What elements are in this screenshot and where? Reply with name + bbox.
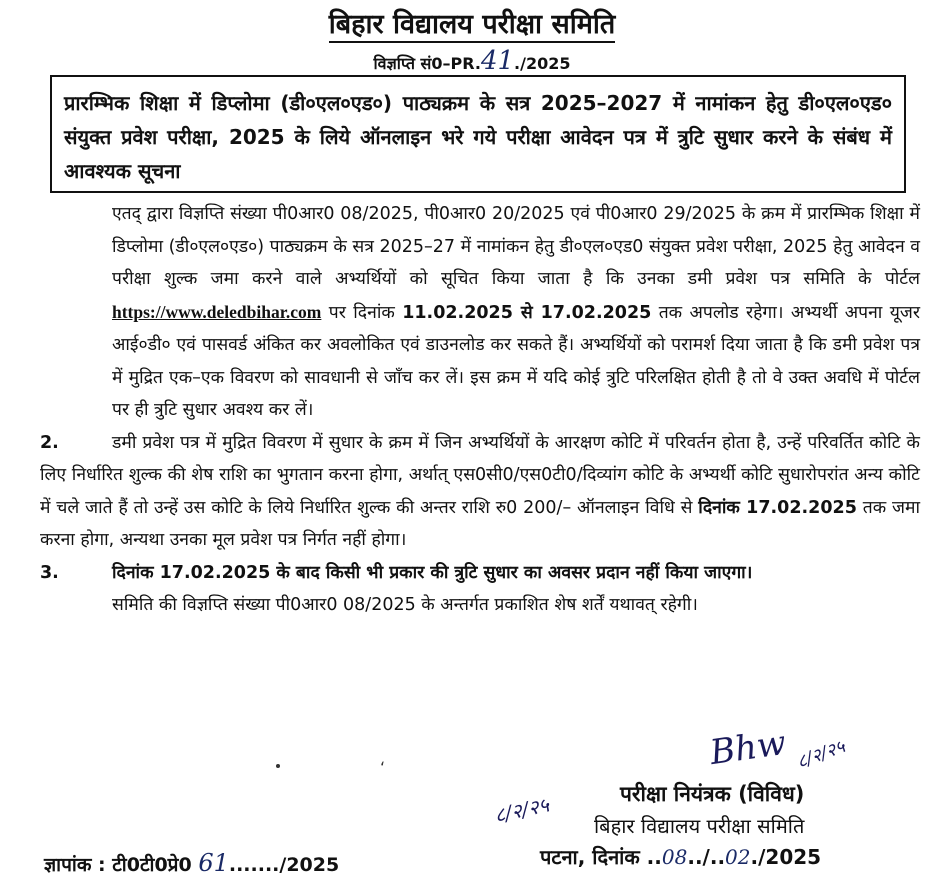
date-day: 08	[661, 845, 688, 869]
paragraph-4	[40, 589, 920, 622]
date-from: 11.02.2025	[402, 302, 513, 323]
paragraph-4-text: समिति की विज्ञप्ति संख्या पी0आर0 08/2025 के अन्तर्गत प्रकाशित शेष शर्तें यथावत् रहेगी।	[112, 595, 698, 615]
office-name: बिहार विद्यालय परीक्षा समिति	[594, 814, 805, 838]
paragraph-2	[40, 427, 920, 557]
handwritten-signature: Bhw	[707, 722, 789, 774]
place-prefix: पटना, दिनांक ..	[540, 845, 662, 869]
paragraph-1-text-c: से	[512, 302, 541, 323]
paragraph-1-text-b: पर दिनांक	[321, 302, 403, 323]
paragraph-1-text-a: एतद् द्वारा विज्ञप्ति संख्या पी0आर0 08/2025, पी0आर0 20/2025 एवं पी0आर0 29/2025 के क्रम में प्रारम्भिक शिक्षा में डिप्लोमा (डी०एल०एड०) पाठ्यक्रम के सत्र 2025–27 में नामांकन हेतु डी०एल०एड0 संयुक्त प्रवेश परीक्षा, 2025 हेतु आवेदन व परीक्षा शुल्क जमा करने वाले अभ्यर्थियों को सूचित किया जाता है कि उनका डमी प्रवेश पत्र समिति के पोर्टल	[112, 204, 920, 289]
date-year: ./2025	[750, 845, 822, 869]
designation: परीक्षा नियंत्रक (विविध)	[620, 782, 805, 806]
date-month: 02	[725, 845, 751, 869]
portal-link[interactable]: https://www.deledbihar.com	[112, 301, 322, 322]
notification-number: 41	[480, 46, 515, 76]
place-date	[540, 843, 821, 870]
signature-date: ८/२/२५	[794, 736, 848, 773]
paragraph-2-deadline: दिनांक 17.02.2025	[698, 497, 857, 518]
notification-prefix: विज्ञप्ति सं0–PR.	[373, 54, 481, 73]
memo-number	[44, 849, 339, 877]
memo-prefix: ज्ञापांक : टी0टी0प्रे0	[44, 854, 199, 876]
paragraph-2-text-a: डमी प्रवेश पत्र में मुद्रित विवरण में सुधार के क्रम में जिन अभ्यर्थियों के आरक्षण कोटि में परिवर्तन होता है, उन्हें परिवर्तित कोटि के लिए निर्धारित शुल्क की शेष राशि का भुगतान करना होगा, अर्थात् एस0सी0/एस0टी0/दिव्यांग कोटि के अभ्यर्थी कोटि सुधारोपरांत अन्य कोटि में चले जाते हैं तो उन्हें उस कोटि के लिये निर्धारित शुल्क की अन्तर राशि रु0 200/– ऑनलाइन विधि से	[40, 432, 920, 518]
body-text	[40, 198, 920, 622]
paragraph-2-number: 2.	[40, 432, 59, 453]
paragraph-3-text: दिनांक 17.02.2025 के बाद किसी भी प्रकार की त्रुटि सुधार का अवसर प्रदान नहीं किया जाएगा।	[112, 562, 753, 583]
notification-suffix: ./2025	[514, 54, 571, 73]
paragraph-3-number: 3.	[40, 562, 59, 583]
subject-text: प्रारम्भिक शिक्षा में डिप्लोमा (डी०एल०एड०) पाठ्यक्रम के सत्र 2025–2027 में नामांकन हेतु डी०एल०एड० संयुक्त प्रवेश परीक्षा, 2025 के लिये ऑनलाइन भरे गये परीक्षा आवेदन पत्र में त्रुटि सुधार करने के संबंध में आवश्यक सूचना	[64, 91, 892, 183]
notification-number-line	[0, 46, 944, 76]
organization-title	[0, 4, 944, 41]
memo-suffix: ......./2025	[228, 854, 340, 876]
paragraph-1-text-d: तक अपलोड रहेगा। अभ्यर्थी अपना यूजर आई०डी० एवं पासवर्ड अंकित कर अवलोकित एवं डाउनलोड कर सकते हैं। अभ्यर्थियों को परामर्श दिया जाता है कि डमी प्रवेश पत्र में मुद्रित एक–एक विवरण को सावधानी से जाँच कर लें। इस क्रम में यदि कोई त्रुटि परिलक्षित होती है तो वे उक्त अवधि में पोर्टल पर ही त्रुटि सुधार अवश्य कर लें।	[112, 302, 920, 420]
date-separator: ../..	[687, 845, 726, 869]
paragraph-3	[40, 557, 920, 590]
subject-box	[50, 75, 906, 193]
memo-handwritten-number: 61	[198, 849, 229, 877]
organization-title-text: बिहार विद्यालय परीक्षा समिति	[329, 9, 615, 43]
paragraph-2-text-b: तक जमा करना होगा, अन्यथा उनका मूल प्रवेश पत्र निर्गत नहीं होगा।	[40, 497, 920, 550]
ink-mark: ‘	[380, 758, 386, 777]
handwritten-initials: ८/२/२५	[492, 792, 552, 828]
date-to: 17.02.2025	[540, 302, 652, 323]
ink-dot	[276, 764, 280, 768]
paragraph-1	[40, 198, 920, 427]
